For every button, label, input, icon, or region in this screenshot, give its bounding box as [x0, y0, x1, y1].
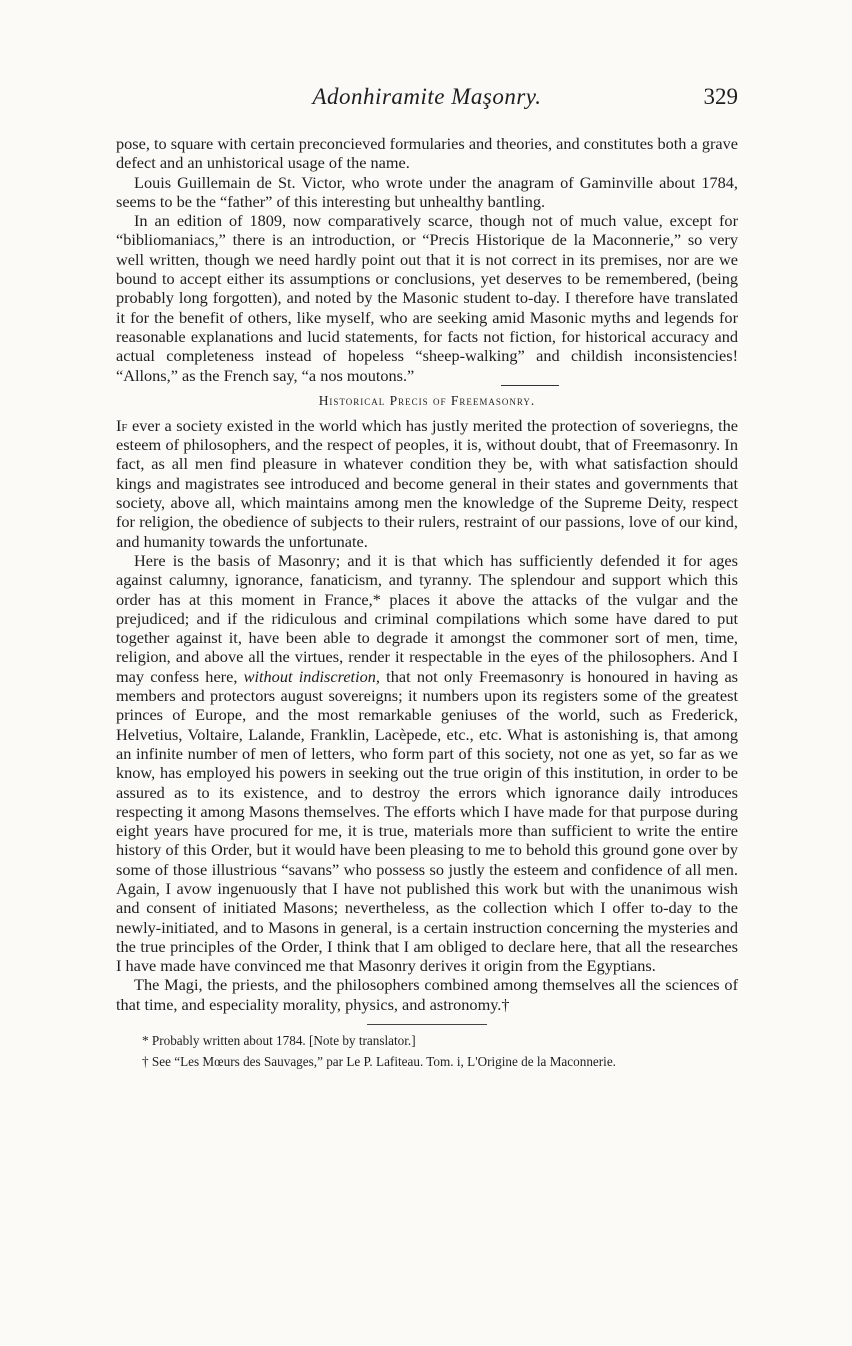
running-title: Adonhiramite Maşonry.: [312, 84, 542, 109]
body-text: [116, 134, 738, 1070]
paragraph-guillemain: Louis Guillemain de St. Victor, who wrote under the anagram of Gaminville about 1784, seems to be the “father” of this interesting but unhealthy bantling.: [116, 172, 738, 211]
footnote-2: † See “Les Mœurs des Sauvages,” par Le P. Lafiteau. Tom. i, L'Origine de la Maconnerie.: [142, 1053, 616, 1069]
footnotes: [116, 1033, 738, 1070]
footnote-rule: [367, 1024, 487, 1025]
running-head: [116, 84, 738, 114]
separator-rule: [501, 385, 559, 386]
continuation-paragraph: pose, to square with certain preconcieved formularies and theories, and constitutes both a grave defect and an unhistorical usage of the name.: [116, 134, 738, 173]
section-heading: Historical Precis of Freemasonry.: [318, 392, 536, 408]
paragraph-edition-1809: In an edition of 1809, now comparatively scarce, though not of much value, except for “bibliomaniacs,” there is an introduction, or “Precis Historique de la Maconnerie,” so very well written, though we need hardly point out that it is not correct in its premises, nor are we bound to accept either its assumptions or conclusions, yet deserves to be remembered, (being probably long forgotten), and noted by the Masonic student to-day. I therefore have translated it for the benefit of others, like myself, who are seeking amid Masonic myths and legends for reasonable explanations and lucid statements, for facts not fiction, for historical accuracy and actual completeness instead of hopeless “sheep-walking” and childish inconsistencies! “Allons,” as the French say, “a nos moutons.”: [116, 211, 738, 385]
section-paragraph-2-part-b: that not only Freemasonry is honoured in having as members and protectors august sovereigns; it numbers upon its registers some of the greatest princes of Europe, and the most remarkable geniuses of the world, such as Frederick, Helvetius, Voltaire, Lalande, Franklin, Lacèpede, etc., etc. What is astonishing is, that among an infinite number of men of letters, who form part of this society, not one as yet, so far as we know, has employed his powers in seeking out the true origin of this institution, in order to be assured as to its existence, and to destroy the errors which ignorance daily introduces respecting it among Masons themselves. The efforts which I have made for that purpose during eight years have procured for me, it is true, materials more than sufficient to write the entire history of this Order, but it would have been pleasing to me to behold this ground gone over by some of those illustrious “savans” who possess so justly the esteem and confidence of all men. Again, I avow ingenuously that I have not published this work but with the unanimous wish and consent of initiated Masons; nevertheless, as the collection which I offer to-day to the newly-initiated, and to Masons in general, is a certain instruction concerning the mysteries and the true principles of the Order, I think that I am obliged to declare here, that all the researches I have made have convinced me that Masonry derives it origin from the Egyptians.: [116, 666, 739, 976]
section-paragraph-2-part-a: Here is the basis of Masonry; and it is that which has sufficiently defended it for ages against calumny, ignorance, fanaticism, and tyranny. The splendour and support which this order has at this moment in France,* places it above the attacks of the vulgar and the prejudiced; and if the ridiculous and criminal compilations which some have dared to put together against it, have been able to degrade it amongst the commoner sort of men, time, religion, and above all the virtues, render it respectable in the eyes of the philosophers. And I may confess here,: [116, 550, 738, 686]
page-number: 329: [703, 84, 738, 109]
section-paragraph-1: [116, 416, 738, 551]
footnote-1: * Probably written about 1784. [Note by translator.]: [142, 1033, 416, 1049]
section-paragraph-1-text: ever a society existed in the world which has justly merited the protection of soveriegns, the esteem of philosophers, and the respect of peoples, it is, without doubt, that of Freemasonry. In fact, as all men find pleasure in whatever condition they be, with what satisfaction should kings and magistrates see introduced and become general in their states and governments that society, above all, which maintains among men the knowledge of the Supreme Deity, respect for religion, the obedience of subjects to their rulers, restraint of our passions, love of our kind, and humanity towards the unfortunate.: [116, 415, 738, 551]
section-paragraph-2: [116, 551, 738, 976]
section-paragraph-3: The Magi, the priests, and the philosophers combined among themselves all the sciences of that time, and especiality morality, physics, and astronomy.†: [116, 975, 738, 1014]
italic-phrase: without indiscretion,: [243, 666, 380, 686]
lead-word: If: [116, 415, 128, 435]
